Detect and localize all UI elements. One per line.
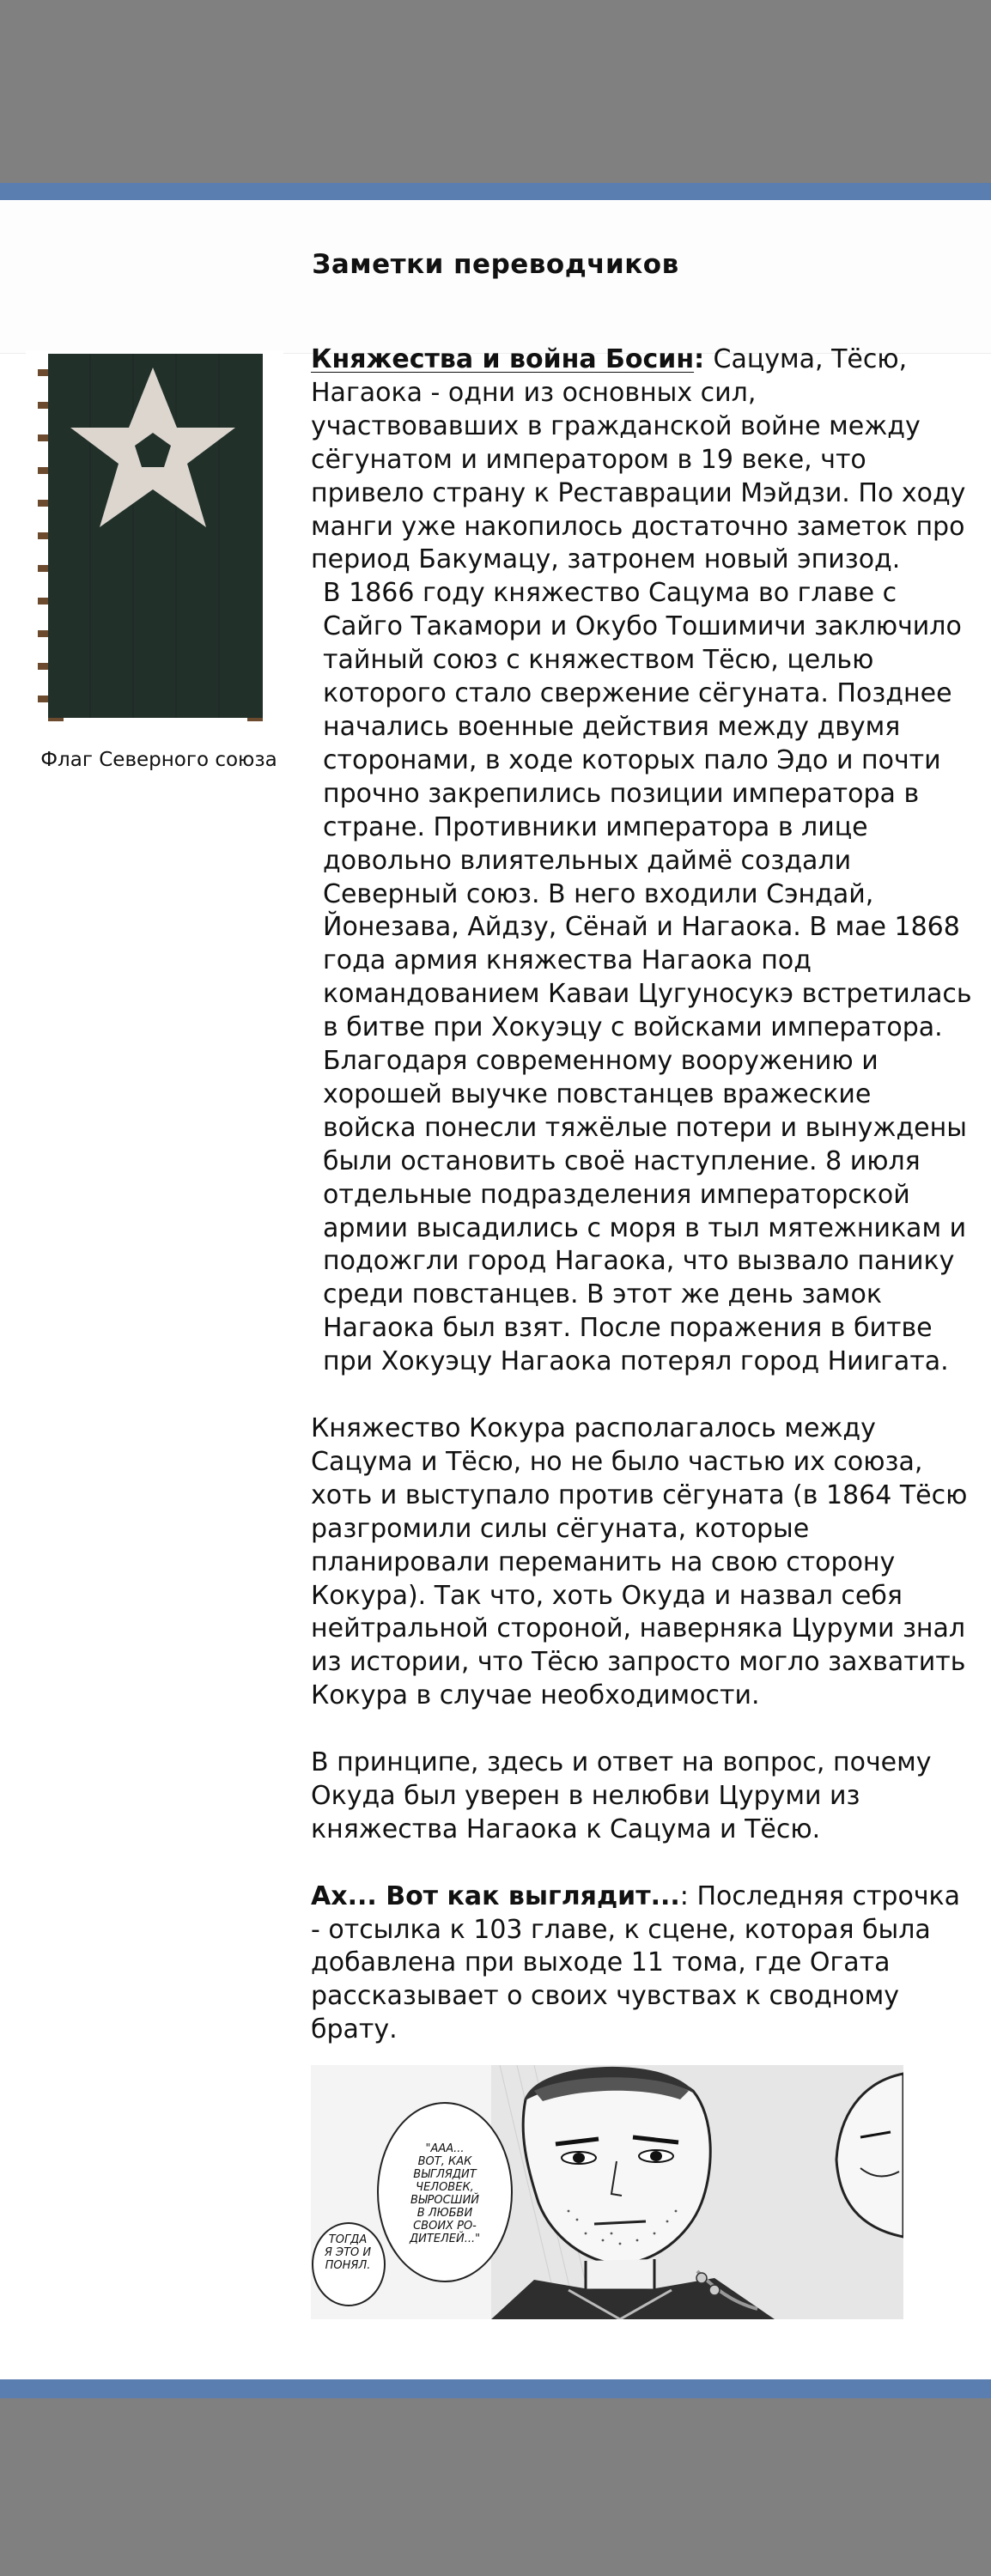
manga-panel-image <box>311 2065 903 2319</box>
note-looks-separator: : <box>679 1880 697 1911</box>
paragraph-gap <box>311 1847 972 1880</box>
top-accent-bar <box>0 183 991 200</box>
bottom-accent-bar <box>0 2379 991 2398</box>
manga-panel-drawing <box>311 2065 903 2319</box>
note-term-looks: Ах... Вот как выглядит... <box>311 1880 680 1911</box>
flag-caption: Флаг Северного союза <box>40 749 277 771</box>
top-gray-area <box>0 0 991 183</box>
note-kokura: Княжество Кокура располагалось между Сацума и Тёсю, но не было частью их союза, хоть и выступало против сёгуната (в 1864 Тёсю разгромили силы сёгуната, которые планировали переманить на свою сторону Кокура). Так что, хоть Окуда и назвал себя нейтральной стороной, наверняка Цуруми знал из истории, что Тёсю запросто могло захватить Кокура в случае необходимости. <box>311 1413 968 1711</box>
note-term-boshin: Княжества и война Босин <box>311 344 695 374</box>
paragraph-gap <box>311 1379 972 1413</box>
note-boshin-intro <box>311 343 972 577</box>
northern-alliance-flag-illustration <box>26 350 283 737</box>
translator-notes <box>311 343 972 2047</box>
note-answer: В принципе, здесь и ответ на вопрос, почему Окуда был уверен в нелюбви Цуруми из княжества Нагаока к Сацума и Тёсю. <box>311 1747 932 1844</box>
note-term-separator: : <box>694 344 714 374</box>
note-looks-text: Последняя строчка - отсылка к 103 главе, к сцене, которая была добавлена при выходе 11 тома, где Огата рассказывает о своих чувствах к сводному брату. <box>311 1880 961 2045</box>
flag-image <box>26 350 283 737</box>
speech-bubble-main: "ААА... ВОТ, КАК ВЫГЛЯДИТ ЧЕЛОВЕК, ВЫРОСШИЙ В ЛЮБВИ СВОИХ РО- ДИТЕЛЕЙ..." <box>410 2142 481 2245</box>
speech-bubble-side: ТОГДА Я ЭТО И ПОНЯЛ. <box>324 2233 372 2272</box>
note-boshin-history: В 1866 году княжество Сацума во главе с Сайго Такамори и Окубо Тошимичи заключило тайный союз с княжеством Тёсю, целью которого стало свержение сёгуната. Позднее начались военные действия между двумя сторонами, в ходе которых пало Эдо и почти прочно закрепились позиции императора в стране. Противники императора в лице довольно влиятельных даймё создали Северный союз. В него входили Сэндай, Йонезава, Айдзу, Сёнай и Нагаока. В мае 1868 года армия княжества Нагаока под командованием Каваи Цугуносукэ встретилась в битве при Хокуэцу с войсками императора. Благодаря современному вооружению и хорошей выучке повстанцев вражеские войска понесли тяжёлые потери и вынуждены были остановить своё наступление. 8 июля отдельные подразделения императорской армии высадились с моря в тыл мятежникам и подожгли город Нагаока, что вызвало панику среди повстанцев. В этот же день замок Нагаока был взят. После поражения в битве при Хокуэцу Нагаока потерял город Ниигата. <box>323 578 972 1377</box>
note-looks <box>311 1880 972 2048</box>
note-boshin-intro-text: Сацума, Тёсю, Нагаока - одни из основных сил, участвовавших в гражданской войне между сёгунатом и императором в 19 веке, что привело страну к Реставрации Мэйдзи. По ходу манги уже накопилось достаточно заметок про период Бакумацу, затронем новый эпизод. <box>311 344 966 575</box>
bottom-gray-area <box>0 2398 991 2576</box>
page-title: Заметки переводчиков <box>312 249 679 280</box>
paragraph-gap <box>311 1713 972 1747</box>
